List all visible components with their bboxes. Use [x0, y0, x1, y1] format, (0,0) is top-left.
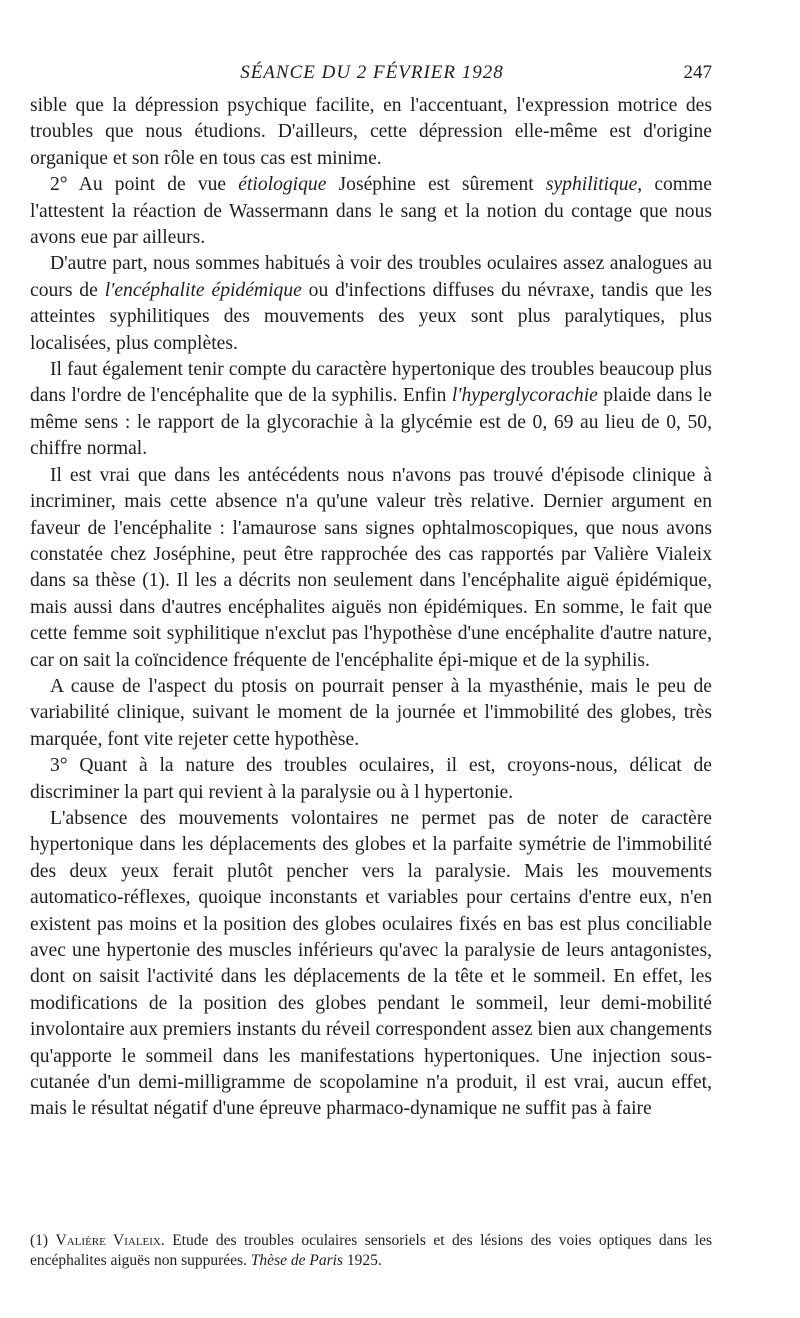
body-text: [30, 93, 712, 1123]
paragraph-text: , comme l'attestent la réaction de Wassermann dans le sang et la notion du contage que nous avons eue par ailleurs.: [30, 174, 712, 249]
paragraph-text: A cause de l'aspect du ptosis on pourrait penser à la myasthénie, mais le peu de variabilité clinique, suivant le moment de la journée et l'immobilité des globes, très marquée, font vite rejeter cette hypothèse.: [30, 675, 712, 750]
footnote-source: Thèse de Paris: [250, 1252, 343, 1269]
paragraph: [30, 753, 712, 806]
paragraph-text: Il est vrai que dans les antécédents nous n'avons pas trouvé d'épisode clinique à incriminer, mais cette absence n'a qu'une valeur très relative. Dernier argument en faveur de l'encéphalite : l'amaurose sans signes ophtalmoscopiques, que nous avons constatée chez Joséphine, peut être rapprochée des cas rapportés par Valière Vialeix dans sa thèse (1). Il les a décrits non seulement dans l'encéphalite aiguë épidémique, mais aussi dans d'autres encéphalites aiguës non épidémiques. En somme, le fait que cette femme soit syphilitique n'exclut pas l'hypothèse d'une encéphalite d'autre nature, car on sait la coïncidence fréquente de l'encéphalite épi-mique et de la syphilis.: [30, 464, 712, 671]
paragraph-text: ou d'infections diffuses du névraxe, tandis que les atteintes syphilitiques des mouvements des yeux sont plus paralytiques, plus localisées, plus complètes.: [30, 279, 712, 354]
running-header: [32, 58, 712, 88]
paragraph: [30, 806, 712, 1123]
paragraph-text: sible que la dépression psychique facilite, en l'accentuant, l'expression motrice des troubles que nous étudions. D'ailleurs, cette dépression elle-même est d'origine organique et son rôle en tous cas est minime.: [30, 95, 712, 169]
footnote-year: 1925.: [342, 1252, 382, 1269]
footnote-author: Valière Vialeix: [55, 1232, 161, 1249]
italic-text: étiologique: [238, 174, 327, 196]
footnote-text: . Etude des troubles oculaires sensoriels et des lésions des voies optiques dans les encéphalites aiguës non suppurées.: [30, 1232, 712, 1269]
paragraph-text: Il faut également tenir compte du caractère hypertonique des troubles beaucoup plus dans l'ordre de l'encéphalite que de la syphilis. Enfin: [30, 359, 712, 407]
paragraph-text: 3° Quant à la nature des troubles oculaires, il est, croyons-nous, délicat de discriminer la part qui revient à la paralysie ou à l hypertonie.: [30, 755, 712, 803]
paragraph: [30, 674, 712, 753]
paragraph: [30, 93, 712, 172]
paragraph-text: 2° Au point de vue: [50, 174, 239, 196]
footnote-marker: (1): [30, 1232, 49, 1249]
page-number: 247: [683, 62, 712, 83]
paragraph-text: plaide dans le même sens : le rapport de la glycorachie à la glycémie est de 0, 69 au lieu de 0, 50, chiffre normal.: [30, 385, 712, 460]
footnote: [30, 1231, 712, 1271]
header-title: SÉANCE DU 2 FÉVRIER 1928: [240, 62, 504, 83]
italic-text: l'hyperglycorachie: [451, 385, 598, 407]
italic-text: syphilitique: [545, 174, 638, 196]
paragraph: [30, 251, 712, 357]
paragraph: [30, 463, 712, 674]
paragraph: [30, 357, 712, 463]
paragraph-text: L'absence des mouvements volontaires ne permet pas de noter de caractère hypertonique dans les déplacements des globes et la parfaite symétrie de l'immobilité des deux yeux ferait plutôt pencher vers la paralysie. Mais les mouvements automatico-réflexes, quoique inconstants et variables pour certains d'entre eux, n'en existent pas moins et la position des globes oculaires fixés en bas est plus conciliable avec une hypertonie des muscles inférieurs qu'avec la paralysie de leurs antagonistes, dont on saisit l'activité dans les déplacements de la tête et le sommeil. En effet, les modifications de la position des globes pendant le sommeil, leur demi-mobilité involontaire aux premiers instants du réveil correspondent assez bien aux changements qu'apporte le sommeil dans les manifestations hypertoniques. Une injection sous-cutanée d'un demi-milligramme de scopolamine n'a produit, il est vrai, aucun effet, mais le résultat négatif d'une épreuve pharmaco-dynamique ne suffit pas à faire: [30, 807, 712, 1120]
paragraph-text: D'autre part, nous sommes habitués à voir des troubles oculaires assez analogues au cours de: [30, 253, 712, 301]
italic-text: l'encéphalite épidémique: [104, 279, 302, 301]
paragraph-text: Joséphine est sûrement: [326, 174, 546, 196]
paragraph: [30, 172, 712, 251]
